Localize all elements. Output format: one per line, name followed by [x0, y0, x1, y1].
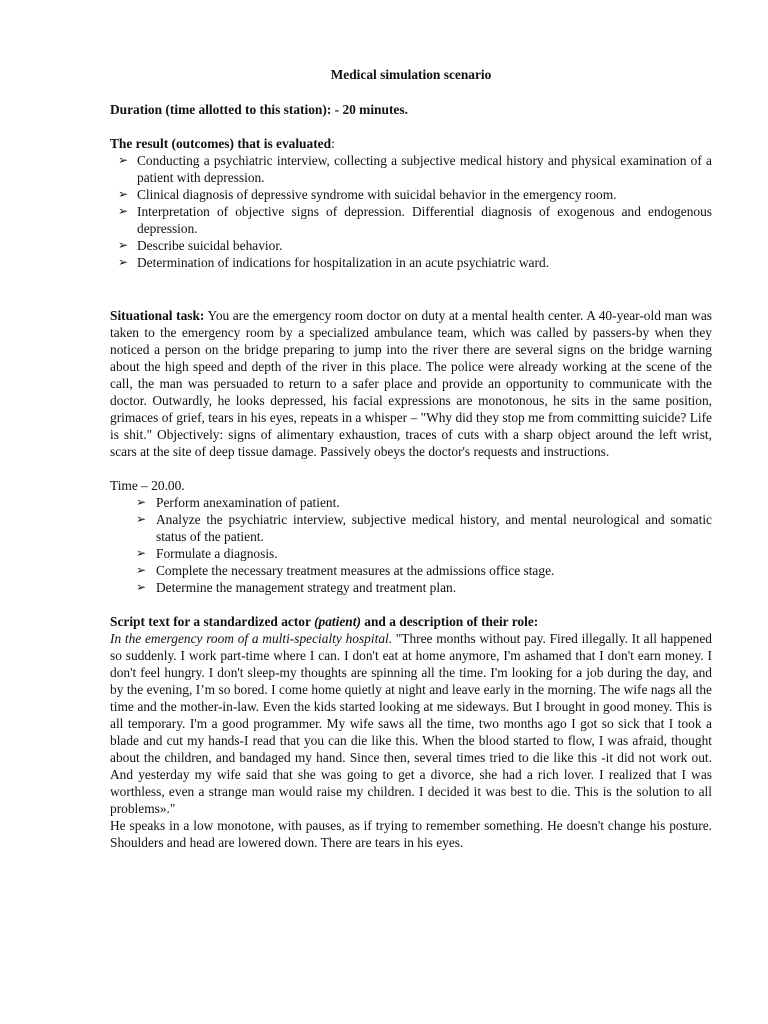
arrow-bullet-icon: ➢: [118, 204, 129, 218]
outcome-text: Conducting a psychiatric interview, collecting a subjective medical history and physical examination of a patient with depression.: [137, 153, 712, 185]
list-item: [110, 494, 712, 511]
time-line: Time – 20.00.: [110, 478, 185, 493]
arrow-bullet-icon: ➢: [118, 255, 129, 269]
closing-text: He speaks in a low monotone, with pauses, as if trying to remember something. He doesn't change his posture. Shoulders and head are lowered down. There are tears in his eyes.: [110, 818, 712, 850]
list-item: [110, 579, 712, 596]
duration-line: Duration (time allotted to this station): - 20 minutes.: [110, 102, 408, 117]
list-item: [110, 186, 712, 203]
tasks-list: [110, 494, 712, 596]
outcomes-heading-text: The result (outcomes) that is evaluated: [110, 136, 332, 151]
list-item: [110, 562, 712, 579]
outcomes-heading: [110, 135, 712, 152]
outcomes-list: [110, 152, 712, 271]
list-item: [110, 254, 712, 271]
task-text: Formulate a diagnosis.: [156, 546, 278, 561]
situational-task-text: You are the emergency room doctor on duty at a mental health center. A 40-year-old man was taken to the emergency room by a specialized ambulance team, which was called by passers-by when they noticed a person on the bridge preparing to jump into the river there are several signs on the bridge warning about the high speed and depth of the river in this place. The police were already working at the scene of the call, the man was persuaded to return to a safer place and provide an opportunity to communicate with the doctor. Outwardly, he looks depressed, his facial expressions are monotonous, he sits in the same position, grimaces of grief, tears in his eyes, repeats in a whisper – "Why did they stop me from committing suicide? Life is shit." Objectively: signs of alimentary exhaustion, traces of cuts with a sharp object around the left wrist, scars at the site of deep tissue damage. Passively obeys the doctor's requests and instructions.: [110, 308, 712, 459]
outcome-text: Clinical diagnosis of depressive syndrome with suicidal behavior in the emergency room.: [137, 187, 617, 202]
list-item: [110, 203, 712, 237]
task-text: Complete the necessary treatment measures at the admissions office stage.: [156, 563, 555, 578]
script-lead: In the emergency room of a multi-specialty hospital.: [110, 631, 393, 646]
script-text: [110, 630, 712, 817]
outcomes-heading-colon: :: [331, 136, 335, 151]
arrow-bullet-icon: ➢: [136, 495, 147, 509]
task-text: Determine the management strategy and treatment plan.: [156, 580, 457, 595]
page-title: Medical simulation scenario: [330, 67, 492, 82]
script-body: "Three months without pay. Fired illegally. It all happened so suddenly. I work part-time where I can. I don't eat at home anymore, I'm ashamed that I don't earn money. I don't feel hungry. I don't sleep-my thoughts are spinning all the time. I'm looking for a job during the day, and by the evening, I’m so bored. I come home quietly at night and leave early in the morning. The wife nags all the time and the mother-in-law. Even the kids started looking at me sideways. But I brought in good money. This is all temporary. I'm a good programmer. My wife saws all the time, two months ago I got so sick that I took a blade and cut my hands-I read that you can die like this. When the blood started to flow, I was afraid, thought about the children, and bandaged my hand. Since then, several times tried to die like this -it did not work out. And yesterday my wife said that she was going to get a divorce, she had a rich lover. I realized that I was worthless, even a strange man would raise my children. I decided it was best to die. This is the solution to all problems».": [110, 631, 712, 816]
outcome-text: Describe suicidal behavior.: [137, 238, 283, 253]
situational-task: [110, 307, 712, 460]
arrow-bullet-icon: ➢: [118, 187, 129, 201]
arrow-bullet-icon: ➢: [136, 512, 147, 526]
arrow-bullet-icon: ➢: [136, 546, 147, 560]
list-item: [110, 237, 712, 254]
outcome-text: Interpretation of objective signs of depression. Differential diagnosis of exogenous and endogenous depression.: [137, 204, 712, 236]
script-heading: [110, 613, 712, 630]
script-heading-part: Script text for a standardized actor: [110, 614, 315, 629]
arrow-bullet-icon: ➢: [118, 238, 129, 252]
arrow-bullet-icon: ➢: [118, 153, 129, 167]
task-text: Perform anexamination of patient.: [156, 495, 340, 510]
situational-task-label: Situational task:: [110, 308, 205, 323]
list-item: [110, 545, 712, 562]
outcome-text: Determination of indications for hospitalization in an acute psychiatric ward.: [137, 255, 550, 270]
script-heading-patient: (patient): [314, 614, 361, 629]
script-heading-part: and a description of their role:: [360, 614, 539, 629]
arrow-bullet-icon: ➢: [136, 580, 147, 594]
list-item: [110, 152, 712, 186]
task-text: Analyze the psychiatric interview, subjective medical history, and mental neurological and somatic status of the patient.: [156, 512, 712, 544]
list-item: [110, 511, 712, 545]
arrow-bullet-icon: ➢: [136, 563, 147, 577]
